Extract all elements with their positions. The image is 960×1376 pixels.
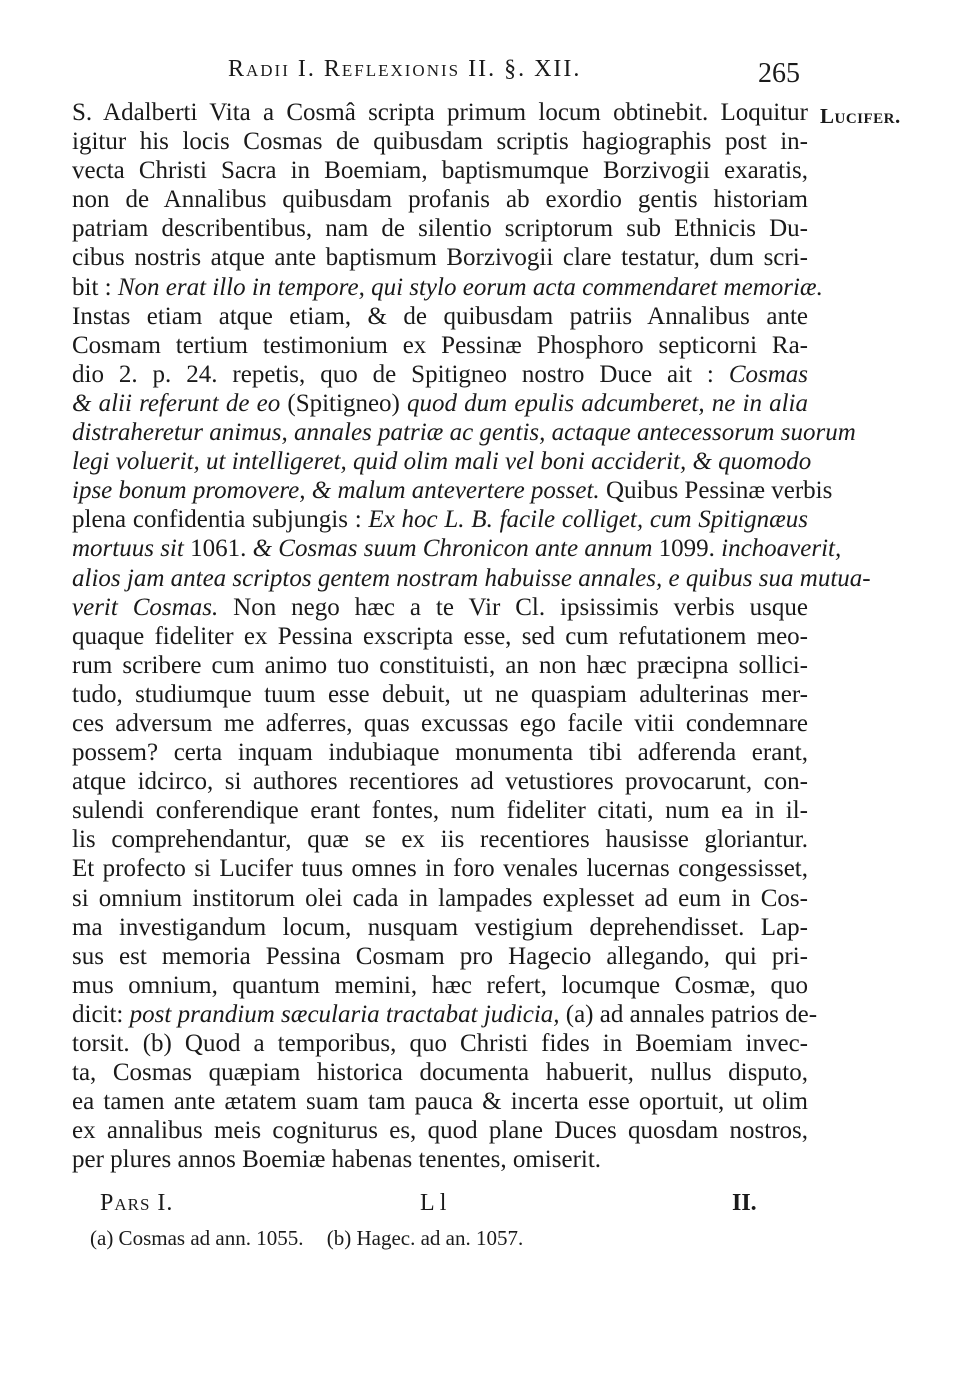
text-line bbox=[72, 767, 808, 796]
text-line bbox=[72, 1087, 808, 1116]
text-segment: vecta Christi Sacra in Boemiam, baptismumque Borzivogii exaratis, bbox=[72, 157, 808, 185]
text-segment: lis comprehendantur, quæ se ex iis recentiores hausisse gloriantur. bbox=[72, 826, 808, 854]
italic-segment: verit Cosmas. bbox=[72, 593, 219, 621]
text-segment: Quibus Pessinæ verbis bbox=[599, 477, 833, 505]
text-line bbox=[72, 418, 856, 447]
text-segment: dicit: bbox=[72, 1000, 130, 1028]
text-line bbox=[72, 243, 808, 272]
text-segment: Non nego hæc a te Vir Cl. ipsissimis verbis usque bbox=[218, 593, 809, 621]
text-line bbox=[72, 1145, 808, 1174]
text-segment: patriam describentibus, nam de silentio scriptorum sub Ethnicis Du- bbox=[72, 215, 808, 243]
text-segment: (a) ad annales patrios de- bbox=[559, 1000, 818, 1028]
text-line bbox=[72, 1029, 808, 1058]
italic-segment: quod dum epulis adcumberet, ne in alia bbox=[407, 389, 809, 417]
italic-segment: & Cosmas suum Chronicon ante annum bbox=[252, 535, 659, 563]
text-line bbox=[72, 854, 808, 883]
text-segment: bit : bbox=[72, 273, 118, 301]
running-head: Radii I. Reflexionis II. §. XII. bbox=[228, 56, 582, 82]
text-line bbox=[72, 331, 808, 360]
italic-segment: post prandium sæcularia tractabat judicia, bbox=[129, 1000, 560, 1028]
text-line bbox=[72, 273, 823, 302]
text-line bbox=[72, 214, 808, 243]
part-label: Pars I. bbox=[100, 1190, 174, 1216]
text-segment: mus omnium, quantum memini, hæc refert, locumque Cosmæ, quo bbox=[72, 971, 808, 999]
text-segment: possem? certa inquam indubiaque monumenta tibi adferenda erant, bbox=[72, 739, 808, 767]
text-line bbox=[72, 1116, 808, 1145]
page-number: 265 bbox=[758, 58, 800, 89]
text-line bbox=[72, 185, 808, 214]
text-line bbox=[72, 302, 808, 331]
text-line bbox=[72, 447, 812, 476]
catchword: II. bbox=[732, 1190, 757, 1216]
text-line bbox=[72, 156, 808, 185]
footnote-b: (b) Hagec. ad an. 1057. bbox=[326, 1226, 524, 1250]
italic-segment: Non erat illo in tempore, qui stylo eorum acta commendaret memoriæ. bbox=[117, 273, 823, 301]
italic-segment: Ex hoc L. B. facile colliget, cum Spitignæus bbox=[368, 506, 808, 534]
text-segment: ces adversum me adferres, quas excussas ego facile vitii condemnare bbox=[72, 709, 808, 737]
italic-segment: ipse bonum promovere, & malum antevertere posset. bbox=[72, 477, 600, 505]
text-segment: cibus nostris atque ante baptismum Borzivogii clare testatur, dum scri- bbox=[72, 244, 808, 272]
text-line bbox=[72, 564, 871, 593]
signature-mark: L l bbox=[420, 1190, 447, 1216]
italic-segment: legi voluerit, ut intelligeret, quid olim mali vel boni acciderit, & quomodo bbox=[72, 448, 812, 476]
italic-segment: inchoaverit, bbox=[721, 535, 842, 563]
italic-segment: distraheretur animus, annales patriæ ac gentis, actaque antecessorum suorum bbox=[72, 419, 856, 447]
text-line bbox=[72, 651, 808, 680]
text-segment: 1099. bbox=[658, 535, 722, 563]
text-segment: ex annalibus meis cogniturus es, quod plane Duces quosdam nostros, bbox=[72, 1117, 808, 1145]
text-segment: 1061. bbox=[190, 535, 253, 563]
text-segment: quaque fideliter ex Pessina exscripta esse, sed cum refutationem meo- bbox=[72, 622, 808, 650]
text-segment: Instas etiam atque etiam, & de quibusdam patriis Annalibus ante bbox=[72, 302, 808, 330]
text-segment: ea tamen ante ætatem suam tam pauca & incerta esse oportuit, ut olim bbox=[72, 1088, 808, 1116]
text-segment: plena confidentia subjungis : bbox=[72, 506, 369, 534]
text-segment: sus est memoria Pessina Cosmam pro Hagecio allegando, qui pri- bbox=[72, 942, 808, 970]
text-line bbox=[72, 971, 808, 1000]
text-segment: Et profecto si Lucifer tuus omnes in foro venales lucernas congessisset, bbox=[72, 855, 808, 883]
text-segment: per plures annos Boemiæ habenas tenentes, omiserit. bbox=[72, 1146, 602, 1174]
text-line bbox=[72, 389, 808, 418]
text-line bbox=[72, 942, 808, 971]
text-segment: ta, Cosmas quæpiam historica documenta habuerit, nullus disputo, bbox=[72, 1059, 808, 1087]
text-line bbox=[72, 622, 808, 651]
text-segment: igitur his locis Cosmas de quibusdam scriptis hagiographis post in- bbox=[72, 128, 808, 156]
italic-segment: alios jam antea scriptos gentem nostram habuisse annales, e quibus sua mutua- bbox=[72, 564, 871, 592]
text-line bbox=[72, 884, 808, 913]
italic-segment: & alii referunt de eo bbox=[72, 389, 288, 417]
body-text bbox=[72, 98, 871, 1174]
text-line bbox=[72, 360, 808, 389]
text-segment: rum scribere cum animo tuo constituisti, an non hæc præcipna sollici- bbox=[72, 651, 808, 679]
page-footer bbox=[100, 1190, 780, 1222]
text-line bbox=[72, 913, 808, 942]
text-line bbox=[72, 796, 808, 825]
text-segment: non de Annalibus quibusdam profanis ab exordio gentis historiam bbox=[72, 186, 808, 214]
text-segment: sulendi conferendique erant fontes, num fideliter citati, num ea in il- bbox=[72, 797, 808, 825]
text-line bbox=[72, 825, 808, 854]
text-line bbox=[72, 98, 808, 127]
italic-segment: Cosmas bbox=[728, 360, 808, 388]
text-line bbox=[72, 1000, 818, 1029]
footnote-a: (a) Cosmas ad ann. 1055. bbox=[90, 1226, 304, 1250]
italic-segment: mortuus sit bbox=[72, 535, 191, 563]
text-segment: Cosmam tertium testimonium ex Pessinæ Phosphoro septicorni Ra- bbox=[72, 331, 808, 359]
text-line bbox=[72, 505, 808, 534]
text-segment: si omnium institorum olei cada in lampades explesset ad eum in Cos- bbox=[72, 884, 808, 912]
text-line bbox=[72, 127, 808, 156]
footnotes bbox=[90, 1226, 541, 1251]
marginal-note: Lucifer. bbox=[820, 104, 901, 128]
text-segment: dio 2. p. 24. repetis, quo de Spitigneo nostro Duce ait : bbox=[72, 360, 729, 388]
text-segment: torsit. (b) Quod a temporibus, quo Christi fides in Boemiam invec- bbox=[72, 1030, 808, 1057]
text-segment: atque idcirco, si authores recentiores ad vetustiores provocarunt, con- bbox=[72, 768, 808, 796]
text-segment: (Spitigneo) bbox=[287, 389, 408, 417]
text-line bbox=[72, 680, 808, 709]
text-line bbox=[72, 476, 833, 505]
text-segment: ma investigandum locum, nusquam vestigium deprehendisset. Lap- bbox=[72, 913, 808, 941]
text-segment: S. Adalberti Vita a Cosmâ scripta primum locum obtinebit. Loquitur bbox=[72, 99, 808, 126]
text-line bbox=[72, 593, 808, 622]
text-line bbox=[72, 534, 842, 563]
text-line bbox=[72, 709, 808, 738]
text-line bbox=[72, 1058, 808, 1087]
text-segment: tudo, studiumque tuum esse debuit, ut ne quaspiam adulterinas mer- bbox=[72, 680, 808, 708]
text-line bbox=[72, 738, 808, 767]
